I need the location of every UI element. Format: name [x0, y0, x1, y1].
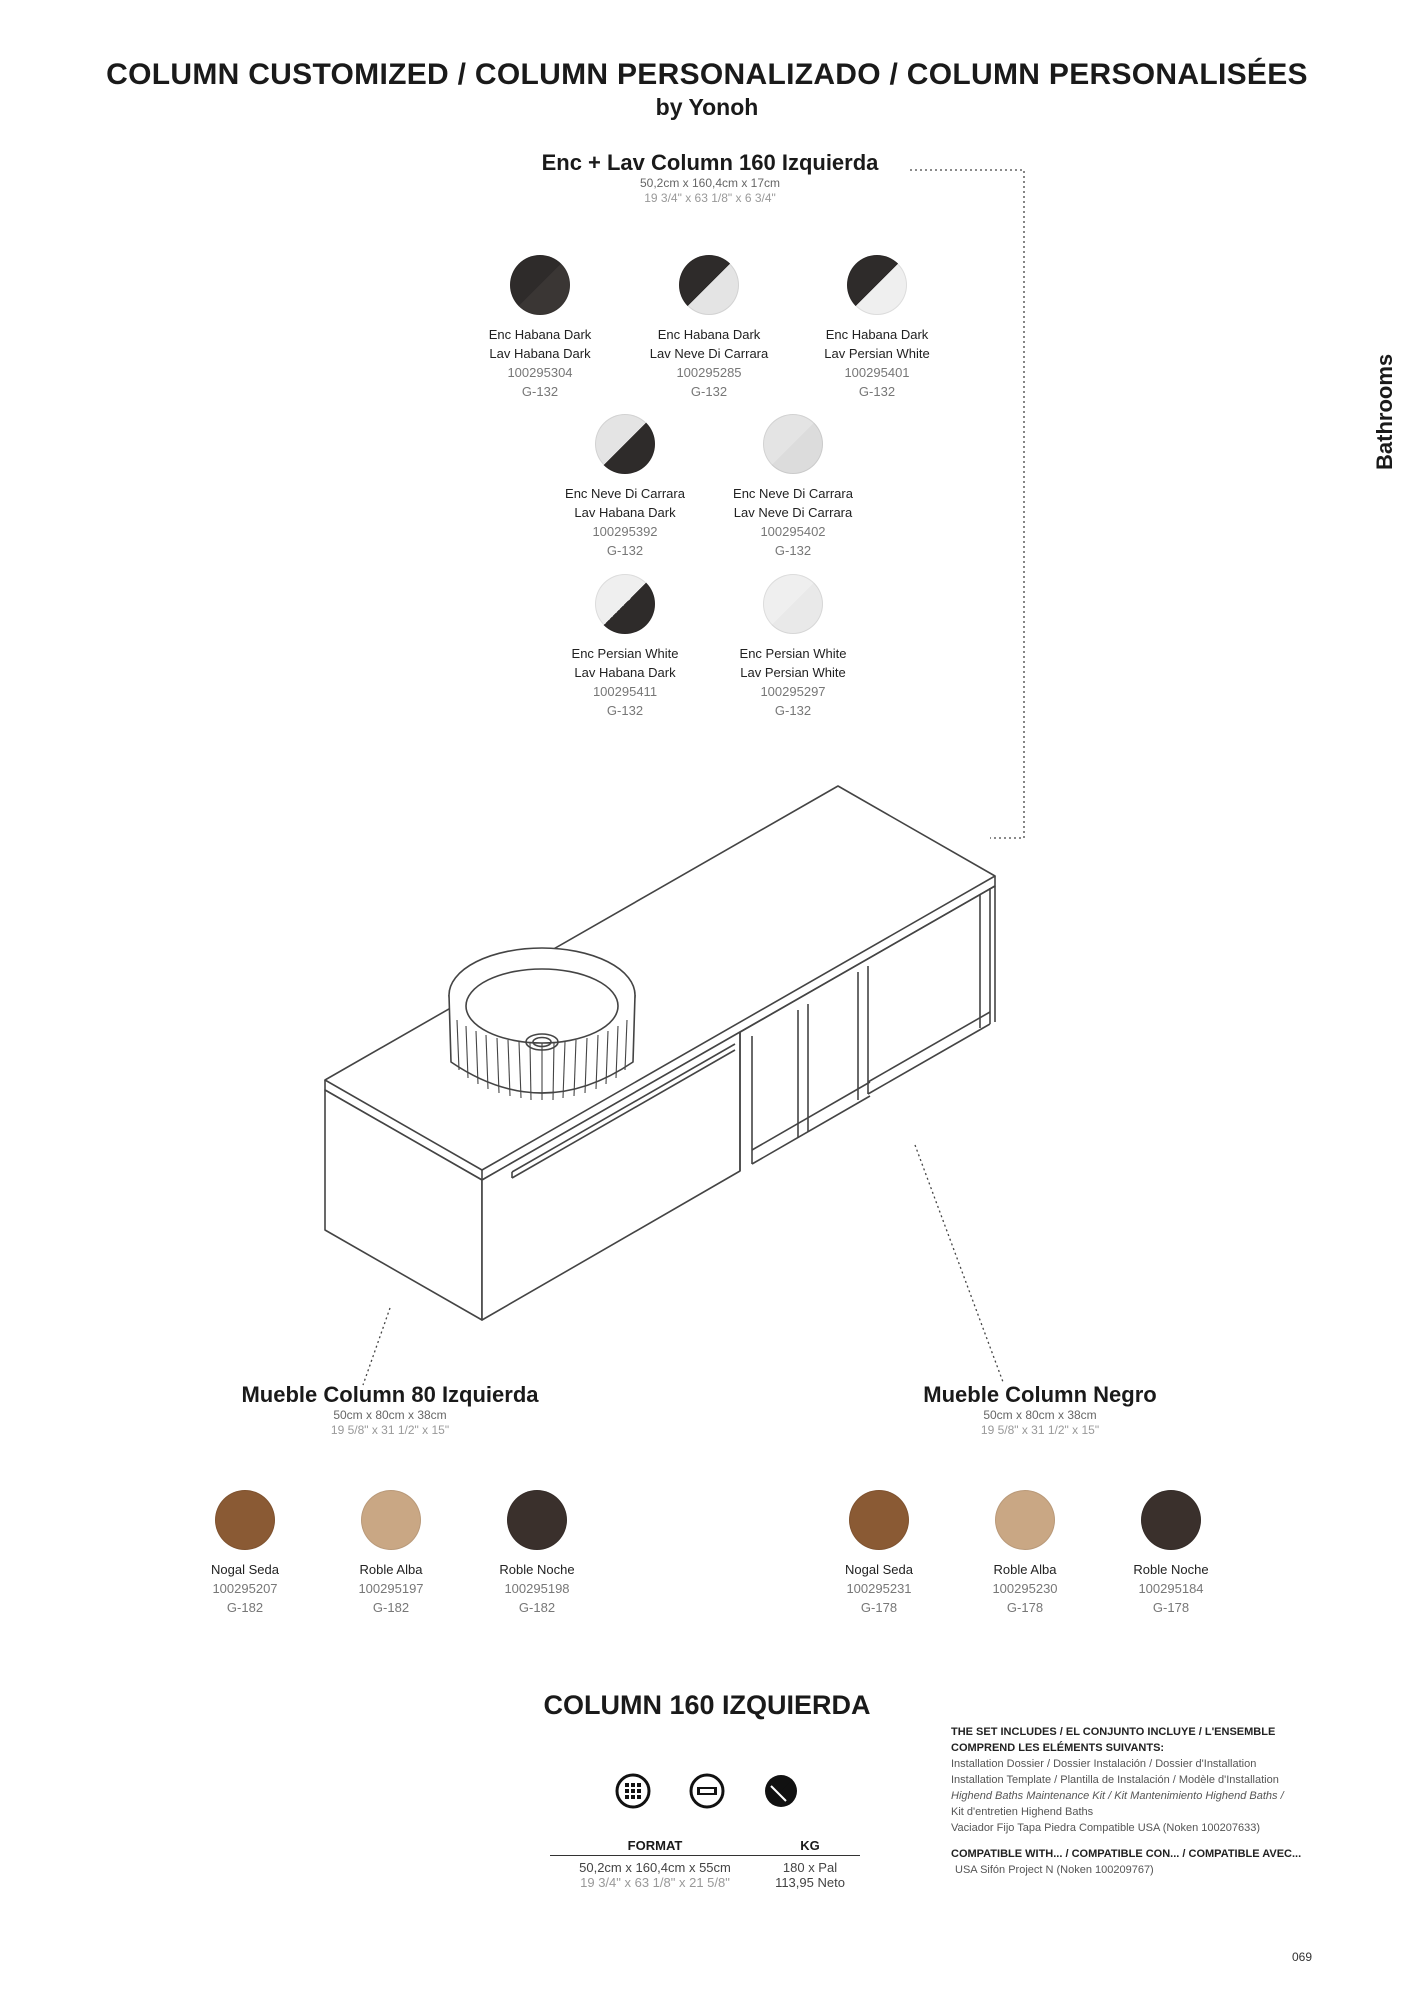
right-product-header [820, 1382, 1260, 1438]
compatible-heading: COMPATIBLE WITH... / COMPATIBLE CON... / COMPATIBLE AVEC... [951, 1848, 1302, 1860]
swatch-code: 100295402 [760, 524, 826, 539]
swatch-group: G-132 [858, 384, 896, 399]
swatch-label-enc: Enc Neve Di Carrara [733, 486, 853, 501]
format-row-2 [550, 1875, 860, 1890]
wood-finish-swatch [849, 1490, 909, 1550]
swatch-label-lav: Lav Neve Di Carrara [649, 346, 769, 361]
top-product-dim-in: 19 3/4" x 63 1/8" x 6 3/4" [644, 191, 776, 205]
vanity-drawing [325, 786, 995, 1320]
format-header-row [550, 1838, 860, 1856]
swatch-label-enc: Enc Habana Dark [488, 327, 592, 342]
set-includes-heading-2: COMPREND LES ELÉMENTS SUIVANTS: [951, 1742, 1165, 1754]
right-product-dim-cm: 50cm x 80cm x 38cm [983, 1408, 1097, 1422]
set-includes-block [951, 1724, 1321, 1878]
no-entry-icon [688, 1772, 726, 1810]
swatch-label: Roble Alba [359, 1562, 423, 1577]
wood-finish-swatch [995, 1490, 1055, 1550]
swatch-group: G-132 [606, 703, 644, 718]
format-dim-in: 19 3/4" x 63 1/8" x 21 5/8" [580, 1875, 730, 1890]
format-dim-cm: 50,2cm x 160,4cm x 55cm [579, 1860, 731, 1875]
swatch-label-lav: Lav Habana Dark [574, 505, 676, 520]
format-col-header: FORMAT [627, 1838, 683, 1853]
set-item: Highend Baths Maintenance Kit / Kit Mantenimiento Highend Baths / [951, 1790, 1284, 1802]
set-item: Installation Dossier / Dossier Instalación / Dossier d'Installation [951, 1758, 1257, 1770]
swatch-label: Nogal Seda [211, 1562, 279, 1577]
swatch-label: Roble Noche [1133, 1562, 1209, 1577]
wood-swatch-item [1086, 1490, 1256, 1617]
section-side-label: Bathrooms [1372, 353, 1397, 470]
swatch-group: G-182 [226, 1600, 264, 1615]
swatch-code: 100295184 [1138, 1581, 1204, 1596]
swatch-group: G-178 [1006, 1600, 1044, 1615]
swatch-group: G-182 [372, 1600, 410, 1615]
swatch-code: 100295297 [760, 684, 826, 699]
swatch-group: G-178 [1152, 1600, 1190, 1615]
swatch-code: 100295198 [504, 1581, 570, 1596]
wood-swatch-item [794, 1490, 964, 1617]
wood-finish-swatch [215, 1490, 275, 1550]
swatch-group: G-132 [774, 543, 812, 558]
swatch-label: Roble Alba [993, 1562, 1057, 1577]
compatible-item: USA Sifón Project N (Noken 100209767) [955, 1864, 1154, 1876]
swatch-label-lav: Lav Habana Dark [489, 346, 591, 361]
top-leader-line [910, 170, 1024, 838]
grid-circle-icon [614, 1772, 652, 1810]
summary-title: COLUMN 160 IZQUIERDA [543, 1690, 871, 1720]
set-item: Kit d'entretien Highend Baths [951, 1806, 1094, 1818]
right-product-dim-in: 19 5/8" x 31 1/2" x 15" [980, 1423, 1100, 1437]
wood-swatch-item [306, 1490, 476, 1617]
kg-pal: 180 x Pal [782, 1860, 838, 1875]
left-product-dim-cm: 50cm x 80cm x 38cm [333, 1408, 447, 1422]
top-product-name: Enc + Lav Column 160 Izquierda [541, 150, 879, 175]
format-table [550, 1838, 860, 1890]
swatch-group: G-132 [521, 384, 559, 399]
swatch-label-lav: Lav Persian White [824, 346, 930, 361]
swatch-code: 100295411 [592, 684, 658, 699]
swatch-label-enc: Enc Persian White [571, 646, 679, 661]
right-product-name: Mueble Column Negro [923, 1382, 1157, 1407]
swatch-group: G-178 [860, 1600, 898, 1615]
swatch-code: 100295401 [844, 365, 910, 380]
swatch-label-lav: Lav Habana Dark [574, 665, 676, 680]
swatch-label: Nogal Seda [845, 1562, 913, 1577]
page-number: 069 [1292, 1950, 1313, 1964]
set-item: Vaciador Fijo Tapa Piedra Compatible USA (Noken 100207633) [951, 1822, 1260, 1834]
top-product-dim-cm: 50,2cm x 160,4cm x 17cm [639, 176, 781, 190]
wood-swatch-item [160, 1490, 330, 1617]
swatch-group: G-182 [518, 1600, 556, 1615]
right-leader-line [915, 1145, 1003, 1382]
wood-finish-swatch [507, 1490, 567, 1550]
swatch-label-lav: Lav Neve Di Carrara [733, 505, 853, 520]
wood-finish-swatch [1141, 1490, 1201, 1550]
diagonal-circle-icon [762, 1772, 800, 1810]
swatch-code: 100295197 [358, 1581, 424, 1596]
kg-net: 113,95 Neto [775, 1875, 845, 1890]
swatch-code: 100295285 [676, 365, 742, 380]
swatch-code: 100295207 [212, 1581, 278, 1596]
swatch-code: 100295230 [992, 1581, 1058, 1596]
wood-finish-swatch [361, 1490, 421, 1550]
wood-swatch-item [452, 1490, 622, 1617]
swatch-group: G-132 [606, 543, 644, 558]
page-title: COLUMN CUSTOMIZED / COLUMN PERSONALIZADO / COLUMN PERSONALISÉES [106, 58, 1308, 91]
left-product-name: Mueble Column 80 Izquierda [241, 1382, 539, 1407]
page-subtitle: by Yonoh [655, 94, 759, 120]
set-item: Installation Template / Plantilla de Instalación / Modèle d'Installation [951, 1774, 1279, 1786]
left-leader-line [363, 1308, 390, 1385]
swatch-label: Roble Noche [499, 1562, 575, 1577]
swatch-group: G-132 [690, 384, 728, 399]
wood-swatch-item [940, 1490, 1110, 1617]
swatch-code: 100295392 [592, 524, 658, 539]
swatch-label-enc: Enc Habana Dark [825, 327, 929, 342]
left-product-header [170, 1382, 610, 1438]
swatch-code: 100295231 [846, 1581, 912, 1596]
swatch-code: 100295304 [507, 365, 573, 380]
swatch-label-enc: Enc Neve Di Carrara [565, 486, 685, 501]
swatch-label-enc: Enc Habana Dark [657, 327, 761, 342]
format-row-1 [550, 1860, 860, 1875]
set-includes-heading-1: THE SET INCLUDES / EL CONJUNTO INCLUYE / L'ENSEMBLE [951, 1726, 1276, 1738]
swatch-label-lav: Lav Persian White [740, 665, 846, 680]
left-product-dim-in: 19 5/8" x 31 1/2" x 15" [330, 1423, 450, 1437]
swatch-group: G-132 [774, 703, 812, 718]
kg-col-header: KG [800, 1838, 820, 1853]
swatch-label-enc: Enc Persian White [739, 646, 847, 661]
